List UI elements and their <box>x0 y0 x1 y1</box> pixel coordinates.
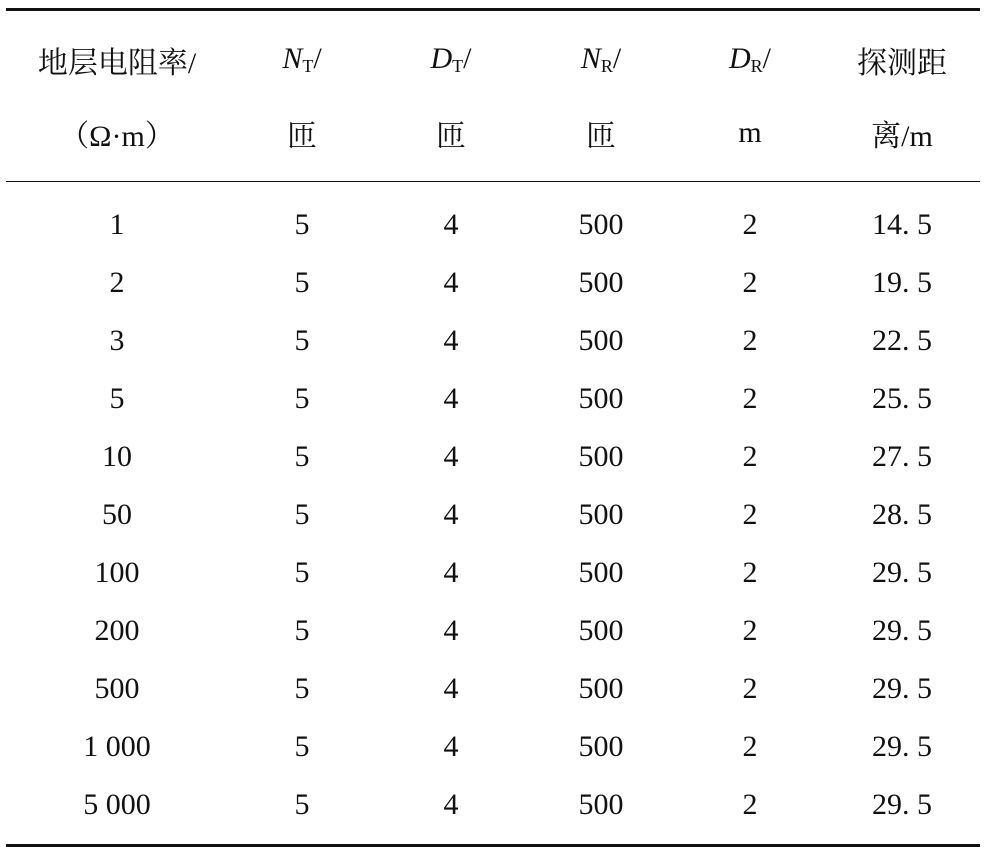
cell-resistivity: 2 <box>109 266 125 299</box>
cell-nt: 5 <box>294 614 310 647</box>
cell-dr: 2 <box>742 382 758 415</box>
cell-dr: 2 <box>742 266 758 299</box>
cell-dt: 4 <box>376 776 526 846</box>
cell-nr: 500 <box>578 730 624 763</box>
cell-nr: 500 <box>578 324 624 357</box>
cell-distance: 25. 5 <box>872 382 932 415</box>
cell-distance: 28. 5 <box>872 498 932 531</box>
cell-resistivity: 1 000 <box>83 730 151 763</box>
table-row <box>6 312 980 370</box>
header-dr-line1 <box>676 10 824 97</box>
cell-dt: 4 <box>443 614 459 647</box>
header-dr-var: D <box>728 42 751 75</box>
cell-nt: 5 <box>294 498 310 531</box>
cell-nt: 5 <box>294 672 310 705</box>
table-body <box>6 182 980 846</box>
cell-distance: 22. 5 <box>872 324 932 357</box>
header-nt-sub: T <box>302 56 314 76</box>
cell-resistivity: 5 <box>109 382 125 415</box>
header-dt-sub: T <box>452 56 464 76</box>
table-row <box>6 486 980 544</box>
cell-dt: 4 <box>443 208 459 241</box>
cell-dr: 2 <box>676 776 824 846</box>
cell-nt: 5 <box>294 266 310 299</box>
cell-resistivity: 500 <box>94 672 140 705</box>
cell-distance: 29. 5 <box>824 776 980 846</box>
cell-resistivity: 3 <box>109 324 125 357</box>
cell-dt: 4 <box>443 672 459 705</box>
header-distance-line1: 探测距 <box>824 10 980 97</box>
cell-distance: 29. 5 <box>872 614 932 647</box>
cell-dt: 4 <box>443 556 459 589</box>
header-dt-line1 <box>376 10 526 97</box>
cell-dr: 2 <box>742 614 758 647</box>
table-header <box>6 10 980 182</box>
table-row <box>6 254 980 312</box>
cell-dt: 4 <box>443 440 459 473</box>
header-resistivity-line1: 地层电阻率/ <box>6 10 228 97</box>
cell-nt: 5 <box>294 556 310 589</box>
cell-nt: 5 <box>294 324 310 357</box>
header-nr-line1 <box>526 10 676 97</box>
header-nr-slash: / <box>612 42 622 75</box>
cell-nr: 500 <box>578 672 624 705</box>
table-row <box>6 718 980 776</box>
cell-nr: 500 <box>578 382 624 415</box>
cell-distance: 29. 5 <box>872 672 932 705</box>
cell-nr: 500 <box>578 208 624 241</box>
header-nt-var: N <box>282 42 303 75</box>
cell-resistivity: 10 <box>102 440 132 473</box>
cell-resistivity: 100 <box>94 556 140 589</box>
cell-nt: 5 <box>294 208 310 241</box>
header-resistivity-line2: （Ω·m） <box>6 96 228 182</box>
data-table <box>6 8 980 847</box>
header-nt-slash: / <box>313 42 322 75</box>
table-row <box>6 428 980 486</box>
cell-resistivity: 50 <box>102 498 132 531</box>
cell-dr: 2 <box>742 498 758 531</box>
table-row <box>6 602 980 660</box>
header-nr-var: N <box>580 42 601 75</box>
header-dr-slash: / <box>762 42 772 75</box>
header-dt-unit: 匝 <box>376 96 526 182</box>
table-row <box>6 544 980 602</box>
cell-distance: 27. 5 <box>872 440 932 473</box>
header-dt-var: D <box>430 42 453 75</box>
table-row <box>6 776 980 846</box>
cell-dt: 4 <box>443 324 459 357</box>
cell-nt: 5 <box>294 730 310 763</box>
cell-nr: 500 <box>578 556 624 589</box>
header-dr-unit: m <box>676 96 824 182</box>
cell-dt: 4 <box>443 498 459 531</box>
header-dr-sub: R <box>750 56 763 76</box>
cell-dr: 2 <box>742 208 758 241</box>
cell-nr: 500 <box>526 776 676 846</box>
header-nr-sub: R <box>600 56 613 76</box>
header-row-1 <box>6 10 980 97</box>
cell-dt: 4 <box>443 382 459 415</box>
header-nr-unit: 匝 <box>526 96 676 182</box>
data-table-container <box>6 8 980 847</box>
cell-nr: 500 <box>578 440 624 473</box>
cell-dt: 4 <box>443 730 459 763</box>
header-dt-slash: / <box>463 42 472 75</box>
header-nt-line1 <box>228 10 376 97</box>
cell-distance: 14. 5 <box>872 208 932 241</box>
cell-distance: 29. 5 <box>872 730 932 763</box>
cell-nr: 500 <box>578 498 624 531</box>
cell-nt: 5 <box>294 440 310 473</box>
table-row <box>6 660 980 718</box>
cell-distance: 19. 5 <box>872 266 932 299</box>
cell-nt: 5 <box>294 382 310 415</box>
cell-resistivity: 1 <box>109 208 125 241</box>
cell-resistivity: 200 <box>94 614 140 647</box>
table-row <box>6 370 980 428</box>
cell-distance: 29. 5 <box>872 556 932 589</box>
cell-nt: 5 <box>228 776 376 846</box>
header-row-2 <box>6 96 980 182</box>
cell-nr: 500 <box>578 266 624 299</box>
cell-dr: 2 <box>742 324 758 357</box>
cell-dr: 2 <box>742 440 758 473</box>
cell-nr: 500 <box>578 614 624 647</box>
header-nt-unit: 匝 <box>228 96 376 182</box>
cell-dt: 4 <box>443 266 459 299</box>
cell-dr: 2 <box>742 672 758 705</box>
header-distance-line2: 离/m <box>824 96 980 182</box>
cell-dr: 2 <box>742 730 758 763</box>
cell-dr: 2 <box>742 556 758 589</box>
table-row <box>6 182 980 255</box>
cell-resistivity: 5 000 <box>6 776 228 846</box>
